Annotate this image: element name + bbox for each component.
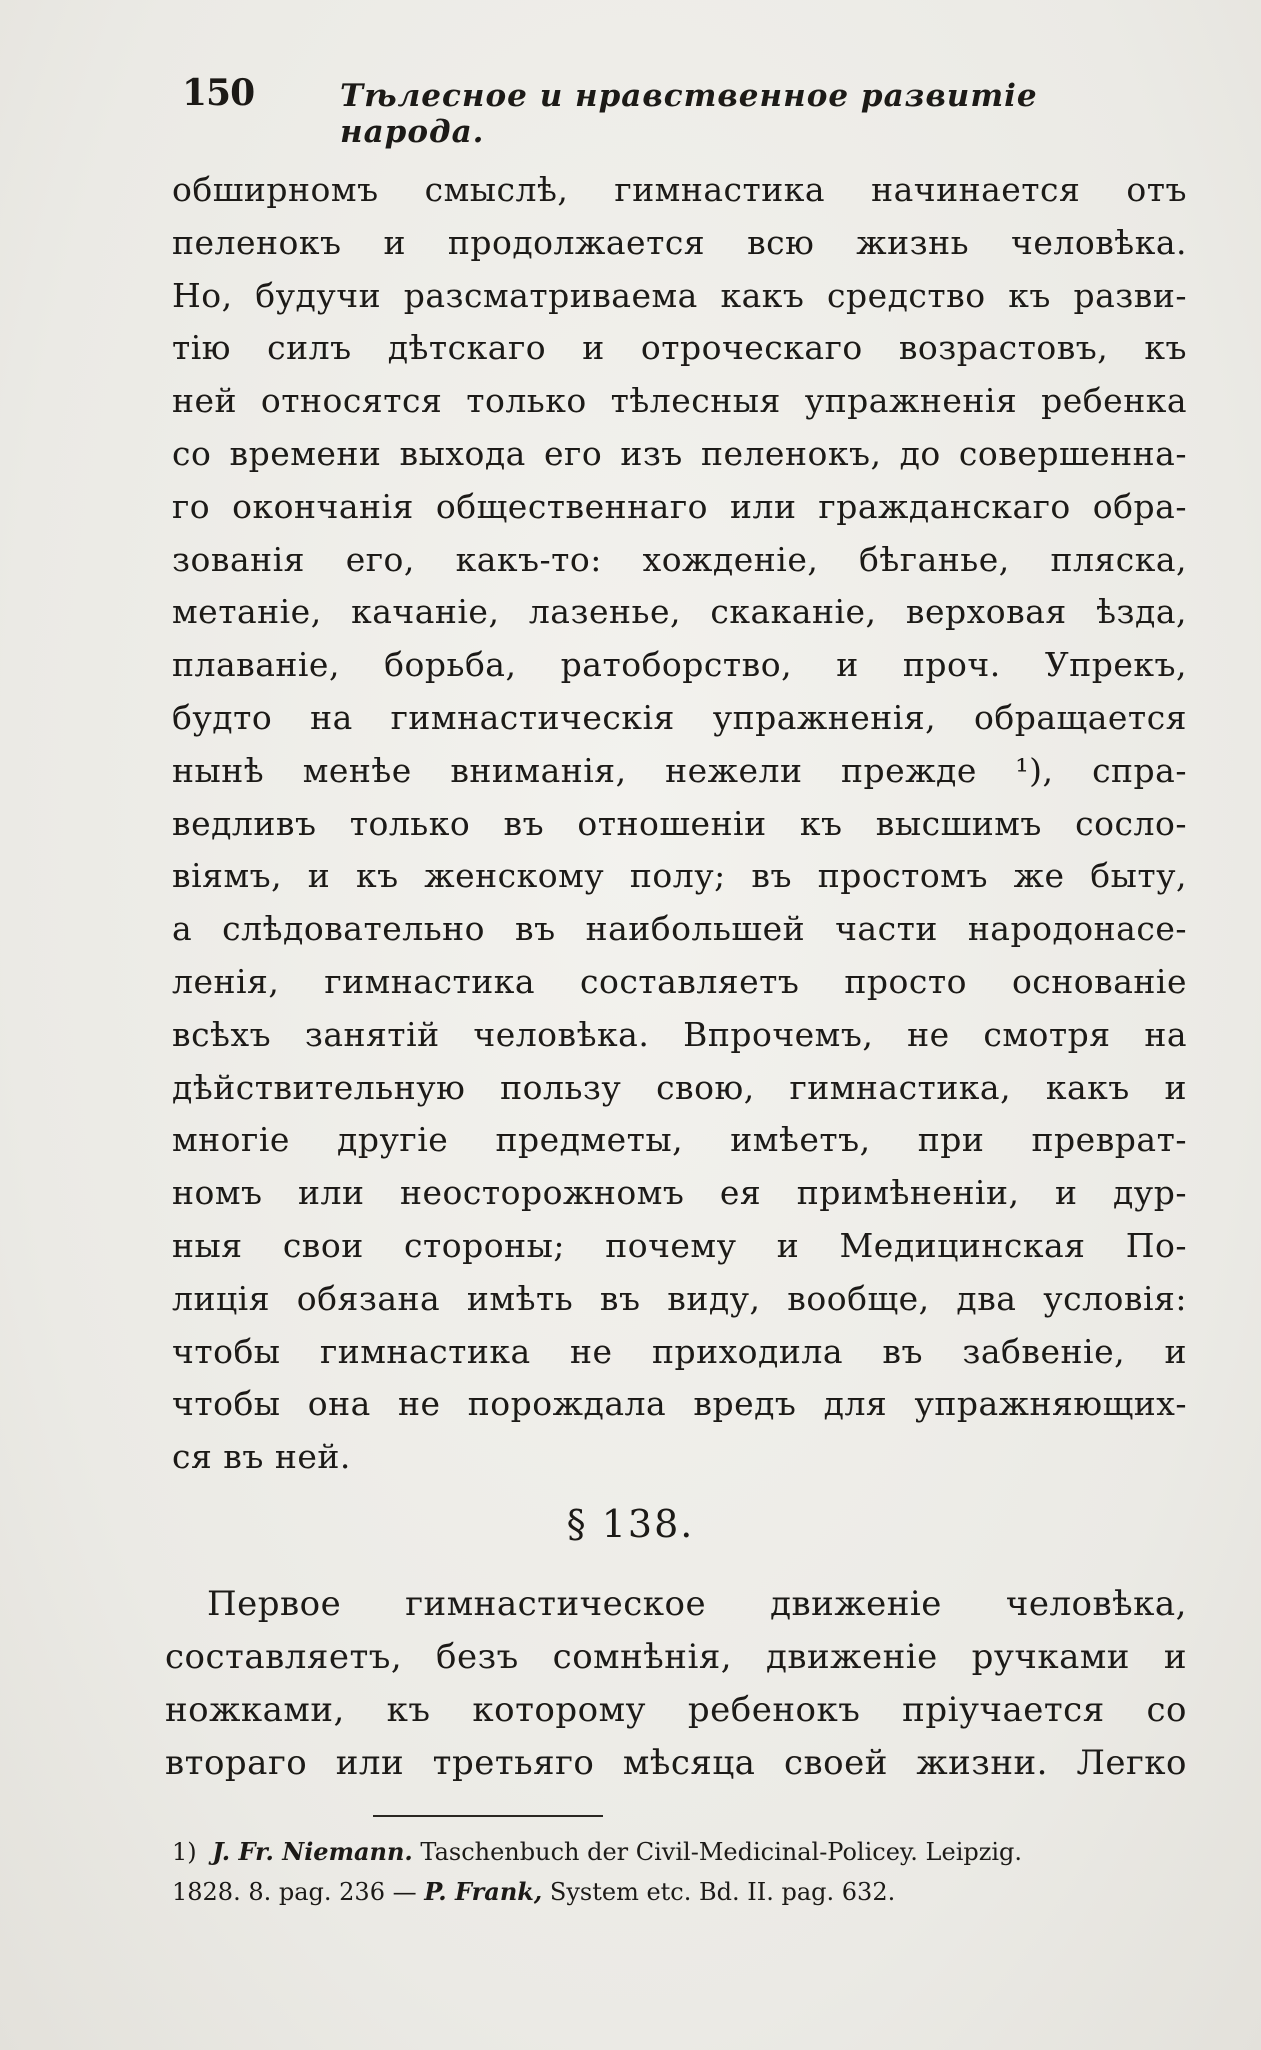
text-line: плаваніе, борьба, ратоборство, и проч. Упрекъ, [172,645,1187,685]
footnote-line [172,1872,1172,1912]
footnote [172,1832,1172,1912]
text-line: віямъ, и къ женскому полу; въ простомъ же быту, [172,856,1187,896]
footnote-author: J. Fr. Niemann. [212,1837,413,1866]
section-heading: § 138. [566,1502,695,1546]
text-line: тію силъ дѣтскаго и отроческаго возрастовъ, къ [172,328,1187,368]
footnote-citation: System etc. Bd. II. pag. 632. [549,1878,896,1906]
text-line: ленія, гимнастика составляетъ просто основаніе [172,961,1187,1001]
text-line: чтобы гимнастика не приходила въ забвеніе, и [172,1331,1187,1371]
footnote-citation: 1828. 8. pag. 236 — [172,1878,417,1906]
footnote-line [172,1832,1172,1872]
text-line: пеленокъ и продолжается всю жизнь человѣка. [172,222,1187,262]
text-line: ведливъ только въ отношеніи къ высшимъ сосло- [172,803,1187,843]
text-line: втораго или третьяго мѣсяца своей жизни. Легко [165,1743,1187,1783]
text-line: ныя свои стороны; почему и Медицинская По- [172,1225,1187,1265]
text-line: ся въ ней. [172,1437,351,1477]
text-line: Первое гимнастическое движеніе человѣка, [207,1584,1187,1624]
text-line: го окончанія общественнаго или гражданскаго обра- [172,486,1187,526]
footnote-divider [373,1815,603,1817]
text-line: зованія его, какъ-то: хожденіе, бѣганье, пляска, [172,539,1187,579]
text-line: чтобы она не порождала вредъ для упражняющих- [172,1384,1187,1424]
text-line: многіе другіе предметы, имѣетъ, при преврат- [172,1120,1187,1160]
footnote-author: P. Frank, [424,1877,543,1906]
text-line: лиція обязана имѣть въ виду, вообще, два условія: [172,1278,1187,1318]
text-line: метаніе, качаніе, лазенье, скаканіе, верховая ѣзда, [172,592,1187,632]
text-line: со времени выхода его изъ пеленокъ, до совершенна- [172,433,1187,473]
text-line: Но, будучи разсматриваема какъ средство къ разви- [172,275,1187,315]
footnote-number: 1) [172,1838,197,1866]
text-line: обширномъ смыслѣ, гимнастика начинается отъ [172,170,1187,209]
running-title: Тѣлесное и нравственное развитіе народа. [340,78,1038,150]
text-line: а слѣдовательно въ наибольшей части народонасе- [172,909,1187,949]
text-line: ней относятся только тѣлесныя упражненія ребенка [172,381,1187,421]
footnote-citation: Taschenbuch der Civil-Medicinal-Policey. Leipzig. [420,1838,1023,1866]
text-line: номъ или неосторожномъ ея примѣненіи, и дур- [172,1173,1187,1213]
paragraph-1 [172,164,1187,1484]
text-line: нынѣ менѣе вниманія, нежели прежде ¹), спра- [172,750,1187,790]
text-line: будто на гимнастическія упражненія, обращается [172,697,1187,737]
text-line: ножками, къ которому ребенокъ пріучается со [165,1690,1187,1730]
page-header [170,72,1070,150]
text-line: всѣхъ занятій человѣка. Впрочемъ, не смотря на [172,1014,1187,1054]
paragraph-2 [165,1578,1187,1790]
text-line: дѣйствительную пользу свою, гимнастика, какъ и [172,1067,1187,1107]
page-number: 150 [182,72,255,114]
text-line: составляетъ, безъ сомнѣнія, движеніе ручками и [165,1637,1187,1677]
